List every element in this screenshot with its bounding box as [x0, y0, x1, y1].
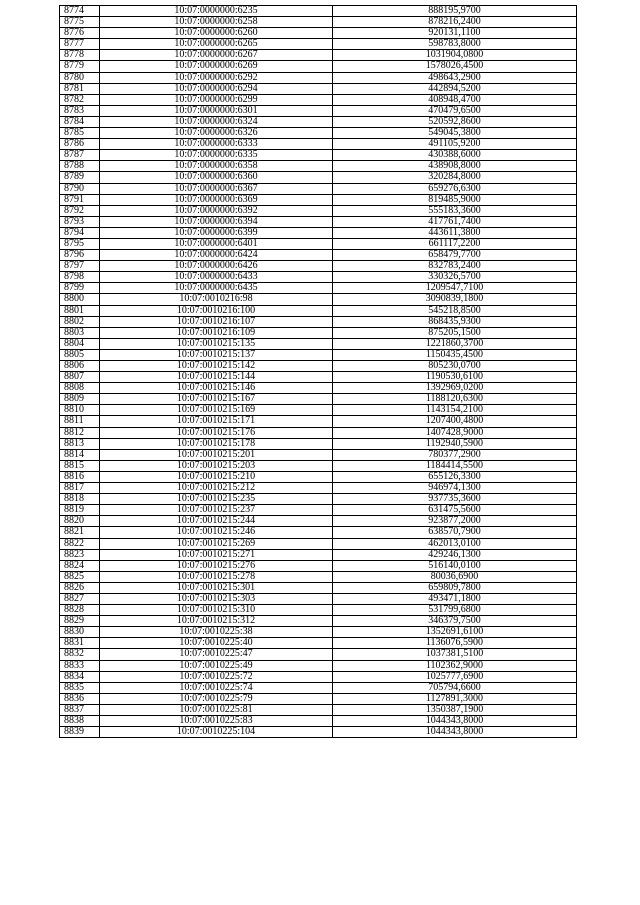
value-cell: 330326,5700: [333, 272, 577, 283]
cadastral-number-cell: 10:07:0010216:109: [100, 327, 333, 338]
table-row: [60, 28, 577, 39]
row-number-cell: 8784: [60, 116, 100, 127]
table-row: [60, 427, 577, 438]
row-number-cell: 8821: [60, 527, 100, 538]
cadastral-number-cell: 10:07:0010215:169: [100, 405, 333, 416]
cadastral-number-cell: 10:07:0010215:312: [100, 616, 333, 627]
value-cell: 1136076,5900: [333, 638, 577, 649]
value-cell: 442894,5200: [333, 83, 577, 94]
row-number-cell: 8813: [60, 438, 100, 449]
cadastral-number-cell: 10:07:0000000:6260: [100, 28, 333, 39]
cadastral-number-cell: 10:07:0000000:6424: [100, 250, 333, 261]
table-row: [60, 716, 577, 727]
row-number-cell: 8781: [60, 83, 100, 94]
cadastral-number-cell: 10:07:0010215:237: [100, 505, 333, 516]
row-number-cell: 8783: [60, 105, 100, 116]
row-number-cell: 8775: [60, 17, 100, 28]
table-row: [60, 383, 577, 394]
value-cell: 1221860,3700: [333, 338, 577, 349]
table-row: [60, 660, 577, 671]
value-cell: 545218,8500: [333, 305, 577, 316]
row-number-cell: 8810: [60, 405, 100, 416]
table-row: [60, 471, 577, 482]
cadastral-number-cell: 10:07:0000000:6360: [100, 172, 333, 183]
value-cell: 491105,9200: [333, 139, 577, 150]
value-cell: 417761,7400: [333, 216, 577, 227]
cadastral-number-cell: 10:07:0000000:6401: [100, 238, 333, 249]
value-cell: 1192940,5900: [333, 438, 577, 449]
row-number-cell: 8789: [60, 172, 100, 183]
cadastral-number-cell: 10:07:0010215:146: [100, 383, 333, 394]
row-number-cell: 8808: [60, 383, 100, 394]
cadastral-number-cell: 10:07:0010225:74: [100, 682, 333, 693]
row-number-cell: 8832: [60, 649, 100, 660]
value-cell: 470479,6500: [333, 105, 577, 116]
table-row: [60, 39, 577, 50]
value-cell: 875205,1500: [333, 327, 577, 338]
value-cell: 1188120,6300: [333, 394, 577, 405]
cadastral-number-cell: 10:07:0000000:6235: [100, 6, 333, 17]
value-cell: 878216,2400: [333, 17, 577, 28]
value-cell: 493471,1800: [333, 593, 577, 604]
table-row: [60, 682, 577, 693]
table-row: [60, 216, 577, 227]
value-cell: 705794,6600: [333, 682, 577, 693]
row-number-cell: 8835: [60, 682, 100, 693]
table-row: [60, 449, 577, 460]
cadastral-number-cell: 10:07:0000000:6394: [100, 216, 333, 227]
row-number-cell: 8774: [60, 6, 100, 17]
row-number-cell: 8817: [60, 483, 100, 494]
row-number-cell: 8833: [60, 660, 100, 671]
cadastral-number-cell: 10:07:0010215:167: [100, 394, 333, 405]
value-cell: 1350387,1900: [333, 704, 577, 715]
row-number-cell: 8776: [60, 28, 100, 39]
table-row: [60, 727, 577, 738]
row-number-cell: 8830: [60, 627, 100, 638]
cadastral-number-cell: 10:07:0010216:100: [100, 305, 333, 316]
table-row: [60, 593, 577, 604]
value-cell: 1031904,0800: [333, 50, 577, 61]
cadastral-number-cell: 10:07:0010225:81: [100, 704, 333, 715]
row-number-cell: 8786: [60, 139, 100, 150]
cadastral-number-cell: 10:07:0010225:49: [100, 660, 333, 671]
value-cell: 868435,9300: [333, 316, 577, 327]
row-number-cell: 8792: [60, 205, 100, 216]
value-cell: 638570,7900: [333, 527, 577, 538]
cadastral-number-cell: 10:07:0000000:6392: [100, 205, 333, 216]
row-number-cell: 8839: [60, 727, 100, 738]
row-number-cell: 8831: [60, 638, 100, 649]
cadastral-number-cell: 10:07:0000000:6265: [100, 39, 333, 50]
table-row: [60, 460, 577, 471]
value-cell: 462013,0100: [333, 538, 577, 549]
row-number-cell: 8795: [60, 238, 100, 249]
cadastral-number-cell: 10:07:0010215:212: [100, 483, 333, 494]
table-row: [60, 238, 577, 249]
value-cell: 805230,0700: [333, 361, 577, 372]
cadastral-number-cell: 10:07:0000000:6333: [100, 139, 333, 150]
table-row: [60, 494, 577, 505]
value-cell: 1102362,9000: [333, 660, 577, 671]
cadastral-number-cell: 10:07:0000000:6294: [100, 83, 333, 94]
row-number-cell: 8812: [60, 427, 100, 438]
cadastral-number-cell: 10:07:0010215:176: [100, 427, 333, 438]
cadastral-number-cell: 10:07:0010215:178: [100, 438, 333, 449]
row-number-cell: 8815: [60, 460, 100, 471]
table-row: [60, 527, 577, 538]
row-number-cell: 8809: [60, 394, 100, 405]
cadastral-number-cell: 10:07:0000000:6358: [100, 161, 333, 172]
row-number-cell: 8780: [60, 72, 100, 83]
value-cell: 819485,9000: [333, 194, 577, 205]
cadastral-number-cell: 10:07:0000000:6269: [100, 61, 333, 72]
cadastral-number-cell: 10:07:0010225:47: [100, 649, 333, 660]
cadastral-number-cell: 10:07:0010215:144: [100, 372, 333, 383]
value-cell: 631475,5600: [333, 505, 577, 516]
value-cell: 923877,2000: [333, 516, 577, 527]
value-cell: 1352691,6100: [333, 627, 577, 638]
table-row: [60, 72, 577, 83]
cadastral-number-cell: 10:07:0010215:235: [100, 494, 333, 505]
table-row: [60, 94, 577, 105]
row-number-cell: 8829: [60, 616, 100, 627]
value-cell: 516140,0100: [333, 560, 577, 571]
table-row: [60, 349, 577, 360]
cadastral-number-cell: 10:07:0010215:203: [100, 460, 333, 471]
table-row: [60, 338, 577, 349]
table-body: [60, 6, 577, 738]
row-number-cell: 8796: [60, 250, 100, 261]
row-number-cell: 8803: [60, 327, 100, 338]
table-row: [60, 250, 577, 261]
cadastral-number-cell: 10:07:0000000:6292: [100, 72, 333, 83]
cadastral-number-cell: 10:07:0010215:201: [100, 449, 333, 460]
table-row: [60, 361, 577, 372]
value-cell: 1209547,7100: [333, 283, 577, 294]
row-number-cell: 8782: [60, 94, 100, 105]
value-cell: 520592,8600: [333, 116, 577, 127]
cadastral-number-cell: 10:07:0000000:6426: [100, 261, 333, 272]
row-number-cell: 8818: [60, 494, 100, 505]
row-number-cell: 8777: [60, 39, 100, 50]
table-row: [60, 194, 577, 205]
value-cell: 655126,3300: [333, 471, 577, 482]
row-number-cell: 8805: [60, 349, 100, 360]
value-cell: 429246,1300: [333, 549, 577, 560]
row-number-cell: 8802: [60, 316, 100, 327]
cadastral-number-cell: 10:07:0000000:6324: [100, 116, 333, 127]
cadastral-number-cell: 10:07:0010225:83: [100, 716, 333, 727]
row-number-cell: 8834: [60, 671, 100, 682]
table-row: [60, 6, 577, 17]
row-number-cell: 8836: [60, 693, 100, 704]
cadastral-number-cell: 10:07:0000000:6435: [100, 283, 333, 294]
value-cell: 661117,2200: [333, 238, 577, 249]
table-row: [60, 693, 577, 704]
value-cell: 430388,6000: [333, 150, 577, 161]
table-row: [60, 649, 577, 660]
value-cell: 1025777,6900: [333, 671, 577, 682]
cadastral-number-cell: 10:07:0000000:6367: [100, 183, 333, 194]
value-cell: 80036,6900: [333, 571, 577, 582]
cadastral-number-cell: 10:07:0010215:210: [100, 471, 333, 482]
table-row: [60, 61, 577, 72]
cadastral-number-cell: 10:07:0010215:171: [100, 416, 333, 427]
value-cell: 888195,9700: [333, 6, 577, 17]
table-row: [60, 405, 577, 416]
value-cell: 320284,8000: [333, 172, 577, 183]
cadastral-number-cell: 10:07:0010216:107: [100, 316, 333, 327]
row-number-cell: 8807: [60, 372, 100, 383]
row-number-cell: 8779: [60, 61, 100, 72]
value-cell: 937735,3600: [333, 494, 577, 505]
cadastral-number-cell: 10:07:0010215:271: [100, 549, 333, 560]
table-row: [60, 605, 577, 616]
row-number-cell: 8798: [60, 272, 100, 283]
table-row: [60, 394, 577, 405]
cadastral-number-cell: 10:07:0000000:6369: [100, 194, 333, 205]
table-row: [60, 704, 577, 715]
table-row: [60, 227, 577, 238]
value-cell: 1143154,2100: [333, 405, 577, 416]
table-row: [60, 316, 577, 327]
cadastral-number-cell: 10:07:0000000:6326: [100, 128, 333, 139]
row-number-cell: 8800: [60, 294, 100, 305]
table-row: [60, 305, 577, 316]
cadastral-number-cell: 10:07:0010225:104: [100, 727, 333, 738]
table-row: [60, 549, 577, 560]
document-page: [59, 5, 576, 738]
cadastral-value-table: [59, 5, 577, 738]
row-number-cell: 8785: [60, 128, 100, 139]
value-cell: 443611,3800: [333, 227, 577, 238]
table-row: [60, 327, 577, 338]
cadastral-number-cell: 10:07:0010215:246: [100, 527, 333, 538]
value-cell: 1127891,3000: [333, 693, 577, 704]
value-cell: 3090839,1800: [333, 294, 577, 305]
table-row: [60, 128, 577, 139]
row-number-cell: 8797: [60, 261, 100, 272]
cadastral-number-cell: 10:07:0000000:6335: [100, 150, 333, 161]
table-row: [60, 438, 577, 449]
table-row: [60, 283, 577, 294]
value-cell: 1037381,5100: [333, 649, 577, 660]
row-number-cell: 8814: [60, 449, 100, 460]
table-row: [60, 17, 577, 28]
row-number-cell: 8788: [60, 161, 100, 172]
row-number-cell: 8828: [60, 605, 100, 616]
table-row: [60, 161, 577, 172]
table-row: [60, 294, 577, 305]
cadastral-number-cell: 10:07:0010215:142: [100, 361, 333, 372]
table-row: [60, 261, 577, 272]
cadastral-number-cell: 10:07:0010216:98: [100, 294, 333, 305]
cadastral-number-cell: 10:07:0000000:6433: [100, 272, 333, 283]
value-cell: 659276,6300: [333, 183, 577, 194]
cadastral-number-cell: 10:07:0010215:301: [100, 582, 333, 593]
value-cell: 1044343,8000: [333, 727, 577, 738]
cadastral-number-cell: 10:07:0010215:310: [100, 605, 333, 616]
table-row: [60, 139, 577, 150]
value-cell: 1578026,4500: [333, 61, 577, 72]
value-cell: 531799,6800: [333, 605, 577, 616]
cadastral-number-cell: 10:07:0010215:137: [100, 349, 333, 360]
table-row: [60, 83, 577, 94]
value-cell: 408948,4700: [333, 94, 577, 105]
cadastral-number-cell: 10:07:0010215:278: [100, 571, 333, 582]
table-row: [60, 105, 577, 116]
row-number-cell: 8823: [60, 549, 100, 560]
value-cell: 1044343,8000: [333, 716, 577, 727]
value-cell: 658479,7700: [333, 250, 577, 261]
cadastral-number-cell: 10:07:0000000:6399: [100, 227, 333, 238]
value-cell: 1407428,9000: [333, 427, 577, 438]
cadastral-number-cell: 10:07:0010215:276: [100, 560, 333, 571]
row-number-cell: 8806: [60, 361, 100, 372]
row-number-cell: 8838: [60, 716, 100, 727]
cadastral-number-cell: 10:07:0000000:6301: [100, 105, 333, 116]
table-row: [60, 560, 577, 571]
cadastral-number-cell: 10:07:0010225:40: [100, 638, 333, 649]
row-number-cell: 8819: [60, 505, 100, 516]
value-cell: 659809,7800: [333, 582, 577, 593]
cadastral-number-cell: 10:07:0010215:135: [100, 338, 333, 349]
value-cell: 438908,8000: [333, 161, 577, 172]
table-row: [60, 116, 577, 127]
table-row: [60, 50, 577, 61]
cadastral-number-cell: 10:07:0010225:79: [100, 693, 333, 704]
cadastral-number-cell: 10:07:0010215:244: [100, 516, 333, 527]
value-cell: 1150435,4500: [333, 349, 577, 360]
value-cell: 920131,1100: [333, 28, 577, 39]
row-number-cell: 8837: [60, 704, 100, 715]
cadastral-number-cell: 10:07:0010215:269: [100, 538, 333, 549]
row-number-cell: 8811: [60, 416, 100, 427]
value-cell: 780377,2900: [333, 449, 577, 460]
value-cell: 598783,8000: [333, 39, 577, 50]
row-number-cell: 8816: [60, 471, 100, 482]
value-cell: 498643,2900: [333, 72, 577, 83]
row-number-cell: 8827: [60, 593, 100, 604]
value-cell: 346379,7500: [333, 616, 577, 627]
value-cell: 832783,2400: [333, 261, 577, 272]
table-row: [60, 538, 577, 549]
row-number-cell: 8794: [60, 227, 100, 238]
value-cell: 1184414,5500: [333, 460, 577, 471]
row-number-cell: 8824: [60, 560, 100, 571]
row-number-cell: 8799: [60, 283, 100, 294]
row-number-cell: 8793: [60, 216, 100, 227]
cadastral-number-cell: 10:07:0000000:6267: [100, 50, 333, 61]
table-row: [60, 616, 577, 627]
cadastral-number-cell: 10:07:0010225:72: [100, 671, 333, 682]
value-cell: 946974,1300: [333, 483, 577, 494]
table-row: [60, 516, 577, 527]
cadastral-number-cell: 10:07:0010225:38: [100, 627, 333, 638]
value-cell: 1190530,6100: [333, 372, 577, 383]
row-number-cell: 8820: [60, 516, 100, 527]
cadastral-number-cell: 10:07:0000000:6299: [100, 94, 333, 105]
cadastral-number-cell: 10:07:0010215:303: [100, 593, 333, 604]
table-row: [60, 183, 577, 194]
value-cell: 1392969,0200: [333, 383, 577, 394]
cadastral-number-cell: 10:07:0000000:6258: [100, 17, 333, 28]
row-number-cell: 8787: [60, 150, 100, 161]
value-cell: 1207400,4800: [333, 416, 577, 427]
row-number-cell: 8778: [60, 50, 100, 61]
table-row: [60, 150, 577, 161]
table-row: [60, 582, 577, 593]
table-row: [60, 172, 577, 183]
row-number-cell: 8822: [60, 538, 100, 549]
row-number-cell: 8791: [60, 194, 100, 205]
table-row: [60, 505, 577, 516]
table-row: [60, 627, 577, 638]
row-number-cell: 8826: [60, 582, 100, 593]
value-cell: 555183,3600: [333, 205, 577, 216]
row-number-cell: 8790: [60, 183, 100, 194]
table-row: [60, 638, 577, 649]
table-row: [60, 416, 577, 427]
table-row: [60, 272, 577, 283]
table-row: [60, 372, 577, 383]
row-number-cell: 8801: [60, 305, 100, 316]
value-cell: 549045,3800: [333, 128, 577, 139]
table-row: [60, 571, 577, 582]
row-number-cell: 8804: [60, 338, 100, 349]
table-row: [60, 483, 577, 494]
row-number-cell: 8825: [60, 571, 100, 582]
table-row: [60, 671, 577, 682]
table-row: [60, 205, 577, 216]
